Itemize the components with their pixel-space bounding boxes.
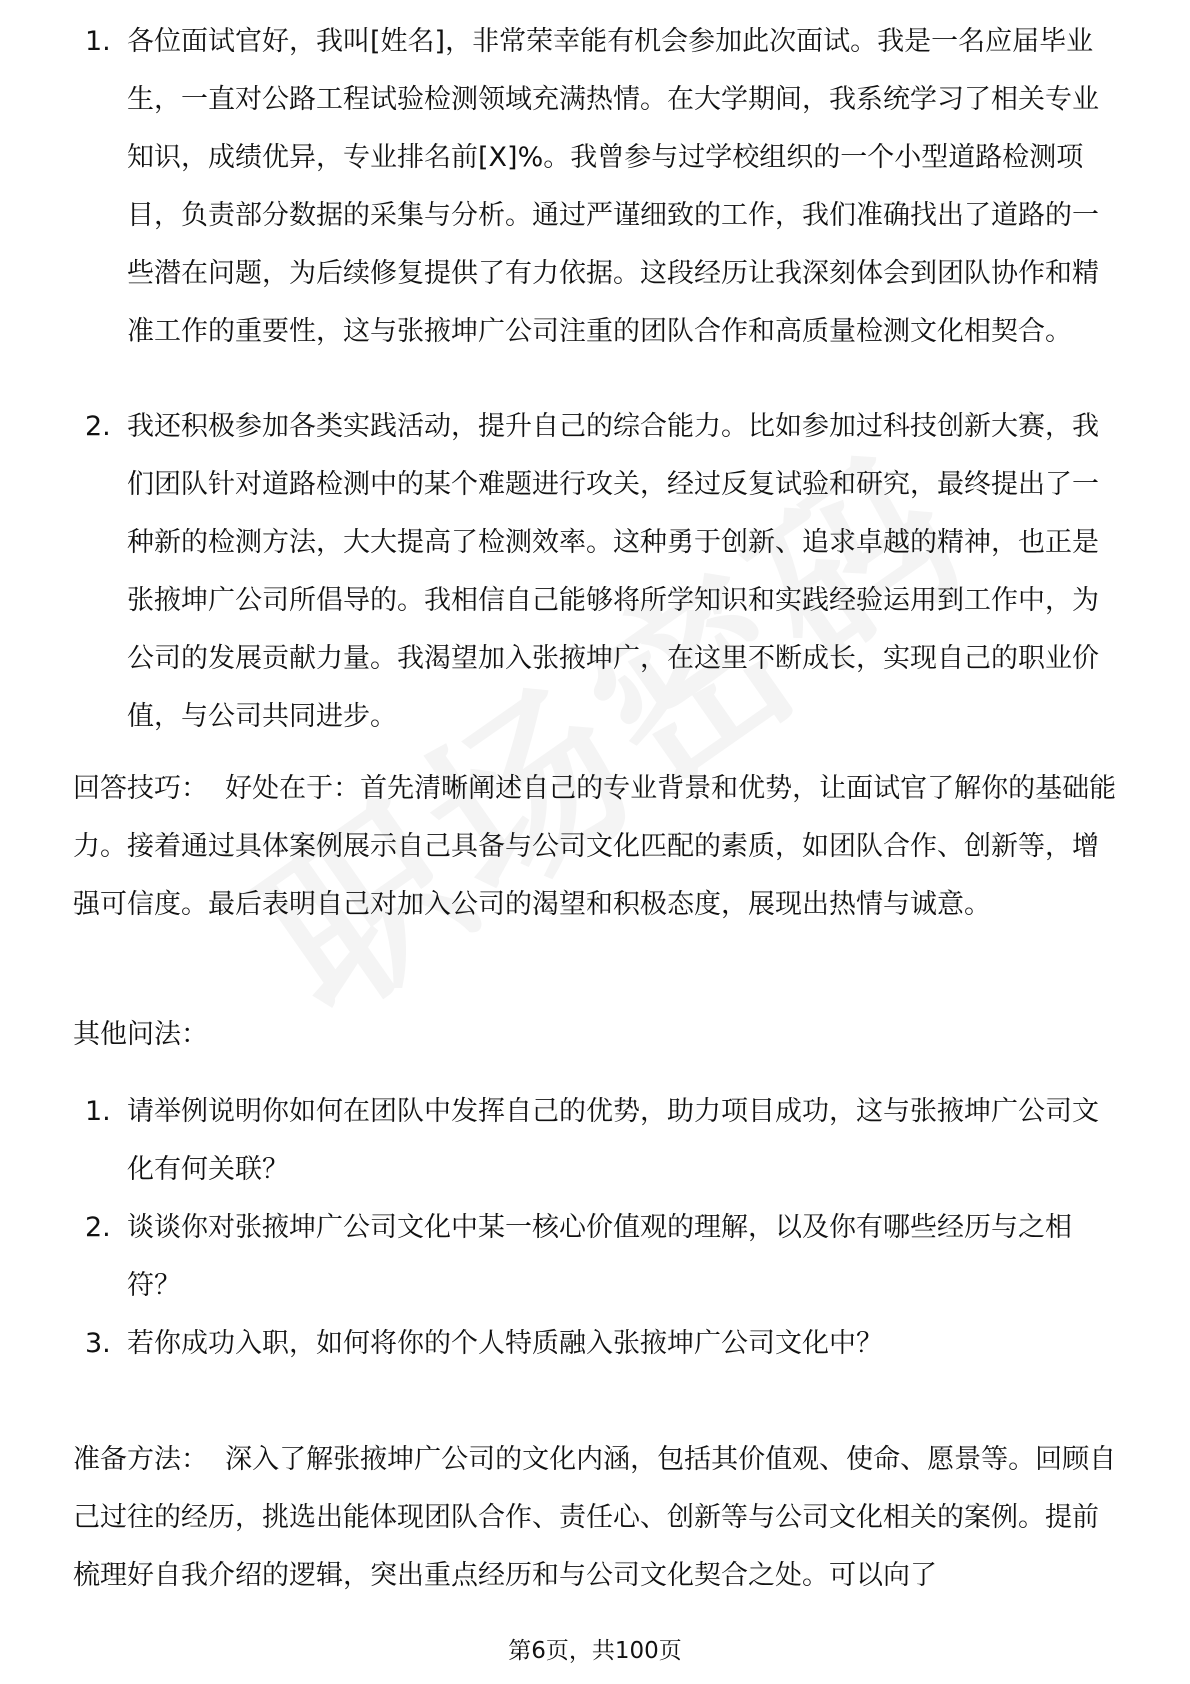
tips-paragraph <box>73 760 1125 934</box>
other-question-2 <box>85 1199 1125 1315</box>
tips-text: 好处在于：首先清晰阐述自己的专业背景和优势，让面试官了解你的基础能力。接着通过具体案例展示自己具备与公司文化匹配的素质，如团队合作、创新等，增强可信度。最后表明自己对加入公司的渴望和积极态度，展现出热情与诚意。 <box>73 773 1117 920</box>
answer-item-2-number: 2. <box>85 411 111 442</box>
tips-label: 回答技巧： <box>73 773 208 804</box>
prep-paragraph <box>73 1431 1125 1605</box>
other-question-1-number: 1. <box>85 1096 111 1127</box>
other-question-1 <box>85 1083 1125 1199</box>
other-question-3-text: 若你成功入职，如何将你的个人特质融入张掖坤广公司文化中？ <box>127 1328 883 1359</box>
answer-item-2 <box>85 398 1125 746</box>
answer-item-1-number: 1. <box>85 26 111 57</box>
prep-label: 准备方法： <box>73 1444 208 1475</box>
answer-item-1-text: 各位面试官好，我叫[姓名]，非常荣幸能有机会参加此次面试。我是一名应届毕业生，一直对公路工程试验检测领域充满热情。在大学期间，我系统学习了相关专业知识，成绩优异，专业排名前[X]%。我曾参与过学校组织的一个小型道路检测项目，负责部分数据的采集与分析。通过严谨细致的工作，我们准确找出了道路的一些潜在问题，为后续修复提供了有力依据。这段经历让我深刻体会到团队协作和精准工作的重要性，这与张掖坤广公司注重的团队合作和高质量检测文化相契合。 <box>127 26 1099 347</box>
other-question-2-text: 谈谈你对张掖坤广公司文化中某一核心价值观的理解，以及你有哪些经历与之相符？ <box>127 1212 1072 1301</box>
prep-text: 深入了解张掖坤广公司的文化内涵，包括其价值观、使命、愿景等。回顾自己过往的经历，挑选出能体现团队合作、责任心、创新等与公司文化相关的案例。提前梳理好自我介绍的逻辑，突出重点经历和与公司文化契合之处。可以向了 <box>73 1444 1117 1591</box>
other-question-2-number: 2. <box>85 1212 111 1243</box>
page-number: 第6页，共100页 <box>508 1638 682 1664</box>
other-question-1-text: 请举例说明你如何在团队中发挥自己的优势，助力项目成功，这与张掖坤广公司文化有何关联？ <box>127 1096 1099 1185</box>
answer-item-1 <box>85 13 1125 361</box>
other-question-3-number: 3. <box>85 1328 111 1359</box>
answer-item-2-text: 我还积极参加各类实践活动，提升自己的综合能力。比如参加过科技创新大赛，我们团队针对道路检测中的某个难题进行攻关，经过反复试验和研究，最终提出了一种新的检测方法，大大提高了检测效率。这种勇于创新、追求卓越的精神，也正是张掖坤广公司所倡导的。我相信自己能够将所学知识和实践经验运用到工作中，为公司的发展贡献力量。我渴望加入张掖坤广，在这里不断成长，实现自己的职业价值，与公司共同进步。 <box>127 411 1099 732</box>
other-questions-heading: 其他问法： <box>73 1019 208 1050</box>
other-question-3 <box>85 1315 1125 1373</box>
